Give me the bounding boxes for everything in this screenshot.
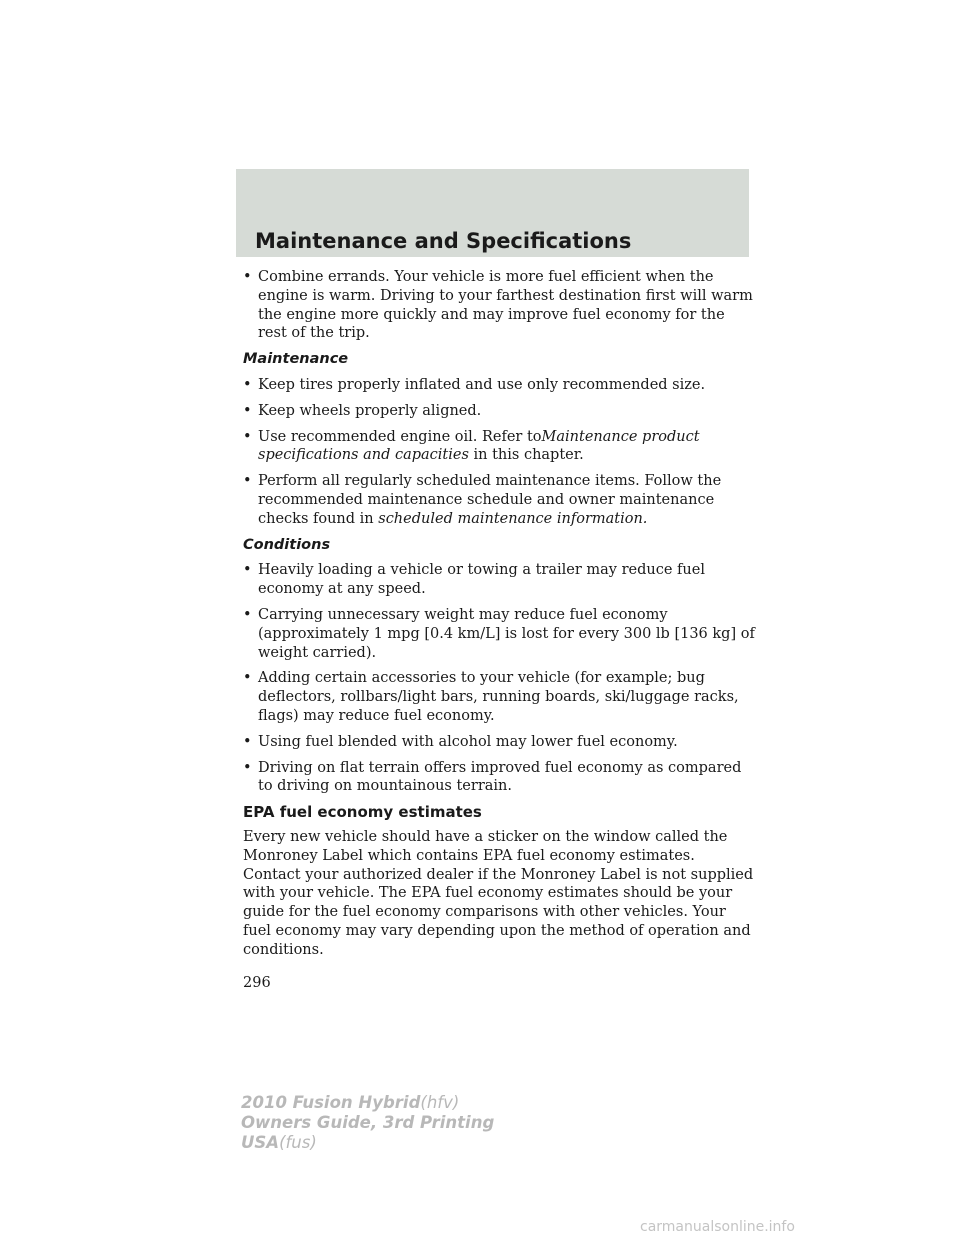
footer-line-guide: Owners Guide, 3rd Printing — [241, 1113, 495, 1132]
maintenance-list — [243, 376, 755, 529]
conditions-list — [243, 561, 755, 796]
list-item: • Use recommended engine oil. Refer toMaintenance product specifications and capacities in this chapter. — [243, 428, 700, 464]
watermark-link[interactable]: carmanualsonline.info — [640, 1219, 795, 1235]
intro-list — [243, 268, 755, 343]
footer-line-region: USA(fus) — [241, 1133, 317, 1152]
bullet: • — [243, 670, 252, 687]
bullet: • — [243, 606, 252, 623]
list-item: • Using fuel blended with alcohol may lower fuel economy. — [243, 733, 678, 750]
footer-line-model: 2010 Fusion Hybrid(hfv) — [241, 1093, 460, 1112]
list-item: • Driving on flat terrain offers improved fuel economy as compared to driving on mountainous terrain. — [243, 759, 742, 795]
bullet: • — [243, 473, 252, 490]
list-item: • Combine errands. Your vehicle is more fuel efficient when the engine is warm. Driving to your farthest destination first will warm the engine more quickly and may improve fuel economy for the rest of the trip. — [243, 269, 753, 342]
bullet: • — [243, 402, 252, 419]
document-footer — [241, 1093, 494, 1153]
bullet: • — [243, 269, 252, 285]
bullet: • — [243, 733, 252, 750]
bullet: • — [243, 759, 252, 776]
page-title: Maintenance and Specifications — [255, 229, 632, 253]
bullet: • — [243, 562, 252, 579]
epa-heading: EPA fuel economy estimates — [243, 803, 482, 822]
list-item: • Perform all regularly scheduled maintenance items. Follow the recommended maintenance schedule and owner maintenance checks found in scheduled maintenance information. — [243, 473, 722, 527]
conditions-heading: Conditions — [243, 536, 331, 553]
bullet: • — [243, 376, 252, 393]
maintenance-heading: Maintenance — [243, 351, 349, 368]
page-content — [243, 268, 755, 960]
cross-reference: scheduled maintenance information. — [378, 510, 648, 527]
list-item: • Heavily loading a vehicle or towing a trailer may reduce fuel economy at any speed. — [243, 562, 705, 598]
list-item: • Keep tires properly inflated and use only recommended size. — [243, 376, 706, 393]
epa-paragraph: Every new vehicle should have a sticker on the window called the Monroney Label which contains EPA fuel economy estimates. Contact your authorized dealer if the Monroney Label is not supplied with your vehicle. The EPA fuel economy estimates should be your guide for the fuel economy comparisons with other vehicles. Your fuel economy may vary depending upon the method of operation and conditions. — [243, 828, 754, 958]
list-item: • Adding certain accessories to your vehicle (for example; bug deflectors, rollbars/light bars, running boards, ski/luggage racks, flags) may reduce fuel economy. — [243, 670, 739, 724]
bullet: • — [243, 428, 252, 445]
list-item: • Keep wheels properly aligned. — [243, 402, 482, 419]
page-number: 296 — [243, 975, 271, 991]
cross-reference: Maintenance product specifications and capacities — [258, 428, 700, 464]
list-item: • Carrying unnecessary weight may reduce fuel economy (approximately 1 mpg [0.4 km/L] is lost for every 300 lb [136 kg] of weight carried). — [243, 606, 755, 661]
